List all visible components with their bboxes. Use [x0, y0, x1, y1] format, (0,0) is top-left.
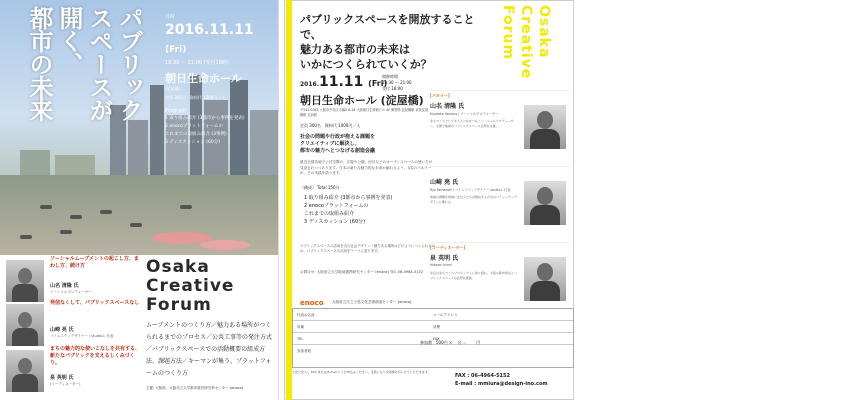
body-text: 最近全国各地で公共空間の、広場や公園、河川などのオープンスペースの使い方が見直されつつあります。日本の新たな魅力的な未来が創れるよう、3名のパネラーが、その実践を語ります。 — [300, 160, 433, 175]
form-row: 所属 部署 — [293, 321, 573, 333]
speaker-bio: 地域の課題を地域に住む人たちが解決するためのコミュニティデザインに携わる。 — [430, 195, 517, 204]
speaker-photo — [6, 304, 44, 346]
brand-vertical: Osaka Creative Forum — [500, 5, 552, 80]
speaker-photo — [524, 257, 566, 301]
speaker-card: [パネラー] 山名 清隆 氏 Kiyotaka Yamana / ソーシャルプロデューサー まちづくりとビジネスと公共をつなぐソーシャルプロデューサー。全国で地域のパブリックスペース活用を支援。 — [430, 90, 570, 166]
vertical-title — [0, 6, 160, 156]
speaker-photo — [524, 181, 566, 225]
title-line: スペースが — [85, 6, 113, 121]
intro-text: 社会の問題や行政が抱える課題を クリエイティブに解決し、 都市の魅力へとつなげる創造会議 — [300, 134, 376, 154]
event-date: 2016.11.11 (Fri) — [300, 74, 388, 90]
forum-name-line: Creative — [146, 276, 235, 296]
speaker-card — [6, 300, 142, 350]
speaker-name: 泉 英明 氏 — [430, 255, 459, 262]
speaker-bio: 水辺のまちづくりプロジェクトに取り組む。大阪の都市再生とパブリックスペースの活用を推進。 — [430, 271, 517, 280]
speaker-photo — [524, 105, 566, 149]
speaker-card — [6, 346, 142, 396]
headline — [300, 12, 480, 72]
event-info — [165, 14, 277, 147]
registration-form — [292, 308, 574, 368]
speaker-photo — [6, 350, 44, 392]
title-line: パブリック — [115, 6, 143, 121]
speaker-tagline: 発信なくして、パブリックスペースなし — [50, 300, 140, 306]
fee-text: 定員 300名 資料代 1000円／人 — [165, 95, 226, 100]
forum-description: ムーブメントのつくり方／魅力ある場所がつくられるまでのプロセス／公共工事等の発注方式／パブリックスペースでの活動概要の組成方法、課題方法／キーマンが集う、プラットフォームのつくり方 — [146, 322, 273, 377]
title-line: 都市の未来 — [25, 6, 53, 121]
speaker-role: Kiyotaka Yamana / ソーシャルプロデューサー — [430, 112, 499, 116]
venue-name: 朝日生命ホール — [165, 72, 242, 85]
program-item: 3 ディスカッション (60分) — [304, 219, 366, 225]
event-time: 18:30 ～ 21:00 (受付18時) — [165, 60, 229, 66]
speaker-card — [6, 256, 142, 306]
enoco-text: 大阪府立江之子島文化芸術創造センター [enoco] — [332, 300, 412, 304]
forum-name-line: Osaka — [146, 257, 210, 277]
speaker-role: コミュニティデザイナー / studio-L 代表 — [50, 334, 114, 338]
speaker-name: 山崎 亮 氏 — [50, 327, 74, 333]
event-date: 2016.11.11 (Fri) — [165, 22, 254, 55]
program-list — [300, 185, 440, 226]
speaker-list — [430, 90, 570, 318]
forum-name-line: Forum — [146, 295, 212, 315]
form-row: 参加者数 — [297, 349, 311, 353]
title-line: 開く、 — [55, 6, 83, 75]
program-item: 2 enocoプラットフォームの — [304, 203, 369, 209]
program-item: 3 ディスカッション (60分) — [165, 140, 220, 145]
fee-text: 定員 300名 資料代 1000円／人 — [300, 123, 361, 128]
speaker-role: Hideaki Izumi — [430, 263, 452, 267]
fax-contact: FAX : 06-4964-5152 E-mail : mmiura@design-ino.com — [455, 373, 548, 387]
program-item: これまでの取組み紹介 (3事例) — [165, 132, 227, 137]
headline-line: 魅力ある都市の未来は — [300, 43, 410, 56]
enoco-logo: enoco — [300, 299, 324, 307]
speaker-role: Ryo Yamazaki / コミュニティデザイナー studio-L 代表 — [430, 188, 511, 192]
speaker-bio: まちづくりとビジネスと公共をつなぐソーシャルプロデューサー。全国で地域のパブリックスペース活用を支援。 — [430, 119, 514, 128]
left-flyer — [0, 0, 279, 400]
speaker-tagline: ソーシャルムーブメントの起こし方、まわし方、続け方 — [50, 256, 139, 269]
headline-line: いかにつくられていくか？ — [300, 58, 432, 71]
program-note: パブリックスペースの活用を含む社会デザイン・魅力ある場所はどのようにつくられるのか、パブリックスペースの活用をテーマに語ります。 — [300, 244, 435, 253]
headline-line: パブリックスペースを開放することで、 — [300, 13, 475, 41]
speaker-role: (コーディネーター) — [50, 382, 81, 386]
form-row: 代表お名前 メールアドレス — [293, 309, 573, 321]
speaker-role: ソーシャルプロデューサー — [50, 290, 92, 294]
program-item: これまでの取組み紹介 — [304, 211, 355, 217]
venue-name: 朝日生命ホール (淀屋橋) — [300, 94, 424, 107]
payment-line: 参加費 500円 × 名 ＝ 円 — [420, 340, 481, 345]
program-item: 1 取り組み紹介 (3都市から事例を発表) — [304, 195, 393, 201]
forum-name — [146, 258, 276, 315]
form-footnote: 上記に記入し FAX または E-mail にてお申込みください。定員になり次第締め切らせていただきます。 — [292, 370, 431, 374]
yoga-mat — [200, 240, 250, 250]
event-time: 開催時間 18:30 ～ 21:00 受付 18:00 — [382, 74, 412, 91]
speaker-name: 山崎 亮 氏 — [430, 179, 459, 186]
program-label: Program — [165, 108, 187, 114]
organizer-credit: 主催: 大阪府、大阪市立大学都市経営研究科センター (enoco) — [146, 386, 244, 390]
program-list — [165, 107, 277, 147]
program-item: 2 enocoプラットフォームの — [165, 124, 223, 129]
venue-address: 〒541-0042 大阪市中央区今橋2-6-14 大阪朝日生命館ビル 4F 御堂筋 淀屋橋駅 京阪淀屋橋駅 北浜駅 — [300, 108, 429, 117]
speaker-photo — [6, 260, 44, 302]
contact-text: お問合せ: 大阪府立大学地域連携研究センター (enoco) TEL 06-4964-5152 — [300, 270, 424, 274]
speaker-name: 山名 清隆 氏 — [50, 283, 79, 289]
speaker-card — [430, 166, 570, 242]
speaker-name: 泉 英明 氏 — [50, 375, 74, 381]
speaker-name: 山名 清隆 氏 — [430, 103, 465, 110]
date-label: 日時 — [165, 14, 176, 20]
program-item: 1 取り組み紹介 (3都市から事例を発表) — [165, 116, 245, 121]
speaker-card: [コーディネーター] 泉 英明 氏 Hideaki Izumi 水辺のまちづくりプロジェクトに取り組む。大阪の都市再生とパブリックスペースの活用を推進。 — [430, 242, 570, 318]
speaker-tagline: まちの魅力的な使いこなしを共有する、新たなパブリックを支えるしくみづくり。 — [50, 346, 141, 366]
venue-sub: (淀屋橋) — [165, 86, 181, 91]
program-label: 〈構成〉 Total 150分 — [300, 185, 340, 190]
form-row: TEL FAX — [293, 333, 573, 345]
